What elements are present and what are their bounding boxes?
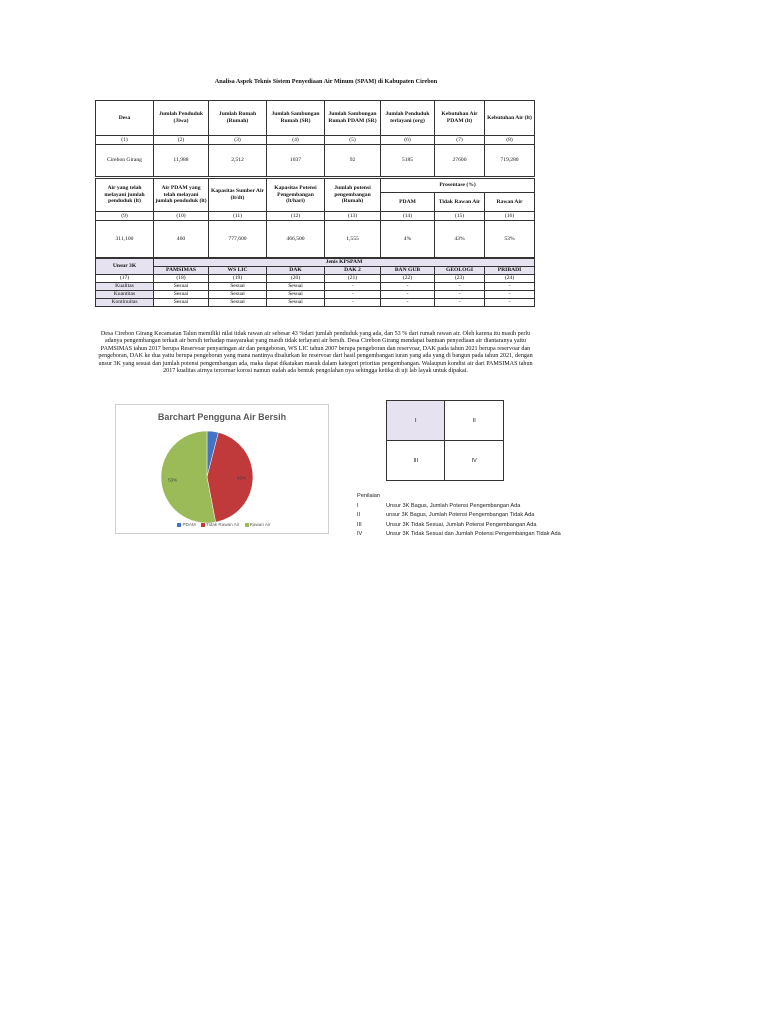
data-cell: -: [435, 290, 485, 298]
data-cell: 719,280: [485, 145, 535, 177]
column-number: (23): [435, 274, 485, 282]
data-cell: 460: [154, 221, 209, 258]
legend-label: Rawan Air: [249, 522, 271, 527]
assessment-code: III: [357, 521, 362, 528]
header-cell: PDAM: [381, 193, 435, 212]
header-cell: Tidak Rawan Air: [435, 193, 485, 212]
data-cell: 1037: [267, 145, 325, 177]
data-cell: 92: [325, 145, 381, 177]
header-cell: Rawan Air: [485, 193, 535, 212]
data-cell: 43%: [435, 221, 485, 258]
header-cell: BAN GUB: [381, 266, 435, 274]
row-label: Kualitas: [96, 282, 154, 290]
water-users-chart: [115, 404, 329, 534]
column-number: (7): [435, 136, 485, 145]
column-number: (3): [209, 136, 267, 145]
table-row: [96, 290, 535, 298]
header-cell: DAK 2: [325, 266, 381, 274]
water-capacity-table: [95, 178, 535, 258]
assessment-text: unsur 3K Bagus, Jumlah Potensi Pengembangan Tidak Ada: [386, 512, 535, 519]
data-cell: -: [435, 298, 485, 306]
data-cell: Sesuai: [154, 282, 209, 290]
table-row: [96, 282, 535, 290]
percentage-group-header: Prosentase (%): [381, 179, 535, 193]
assessment-item: [357, 521, 561, 531]
pie-data-label: 43%: [236, 475, 246, 481]
column-number: (14): [381, 212, 435, 221]
data-cell: 11,988: [154, 145, 209, 177]
assessment-code: IV: [357, 531, 363, 538]
header-cell: Kebutuhan Air (lt): [485, 101, 535, 136]
legend-swatch-rawan-air: [245, 523, 249, 527]
header-cell: Kapasitas Potensi Pengembangan (lt/hari): [267, 179, 325, 212]
header-cell: Jumlah Rumah (Rumah): [209, 101, 267, 136]
header-cell: Jumlah Sambungan Rumah (SR): [267, 101, 325, 136]
header-cell: Jumlah potensi pengembangan (Rumah): [325, 179, 381, 212]
assessment-legend: [357, 492, 561, 540]
data-cell: -: [485, 290, 535, 298]
priority-quadrant: [386, 400, 504, 481]
header-cell: DAK: [267, 266, 325, 274]
header-cell: Jumlah Sambungan Rumah PDAM (SR): [325, 101, 381, 136]
header-cell: Air yang telah melayani jumlah penduduk (lt): [96, 179, 154, 212]
assessment-item: [357, 530, 561, 540]
column-number: (21): [325, 274, 381, 282]
data-cell: Sesuai: [209, 298, 267, 306]
assessment-code: I: [357, 502, 359, 509]
data-cell: Sesuai: [154, 290, 209, 298]
data-cell: -: [381, 282, 435, 290]
data-cell: Sesuai: [209, 282, 267, 290]
kpspam-group-header: Jenis KPSPAM: [154, 259, 535, 267]
header-cell: WS LIC: [209, 266, 267, 274]
assessment-title: Penilaian: [357, 493, 381, 499]
pie-data-label: 53%: [168, 477, 178, 483]
data-cell: 53%: [485, 221, 535, 258]
village-data-table: [95, 100, 535, 177]
column-number: (15): [435, 212, 485, 221]
column-number: (17): [96, 274, 154, 282]
document-title: Analisa Aspek Teknis Sistem Penyediaan Air Minum (SPAM) di Kabupaten Cirebon: [214, 78, 438, 85]
column-number: (2): [154, 136, 209, 145]
legend-label: Tidak Rawan Air: [206, 522, 240, 527]
column-number: (10): [154, 212, 209, 221]
column-number: (4): [267, 136, 325, 145]
chart-legend: [116, 522, 328, 527]
header-cell: Kapasitas Sumber Air (lt/dt): [209, 179, 267, 212]
data-cell: 5185: [381, 145, 435, 177]
header-cell: GEOLOGI: [435, 266, 485, 274]
data-cell: 777,600: [209, 221, 267, 258]
header-cell: Jumlah Penduduk terlayani (org): [381, 101, 435, 136]
data-cell: Cirebon Girang: [96, 145, 154, 177]
column-number: (22): [381, 274, 435, 282]
assessment-item: [357, 502, 561, 512]
data-cell: Sesuai: [209, 290, 267, 298]
assessment-code: II: [357, 512, 361, 519]
data-cell: -: [435, 282, 485, 290]
assessment-text: Unsur 3K Bagus, Jumlah Potensi Pengembangan Ada: [386, 502, 521, 509]
data-cell: Sesuai: [267, 282, 325, 290]
kpspam-table: [95, 258, 535, 307]
data-cell: -: [325, 290, 381, 298]
column-number: (16): [485, 212, 535, 221]
legend-label: PDAM: [182, 522, 196, 527]
data-cell: Sesuai: [154, 298, 209, 306]
data-cell: -: [381, 290, 435, 298]
data-cell: -: [485, 298, 535, 306]
assessment-text: Unsur 3K Tidak Sesuai, Jumlah Potensi Pengembangan Ada: [386, 521, 537, 528]
data-cell: Sesuai: [267, 298, 325, 306]
column-number: (24): [485, 274, 535, 282]
data-cell: -: [325, 282, 381, 290]
column-number: (13): [325, 212, 381, 221]
header-cell: Jumlah Penduduk (Jiwa): [154, 101, 209, 136]
header-cell: Desa: [96, 101, 154, 136]
chart-title: Barchart Pengguna Air Bersih: [157, 412, 287, 422]
column-number: (11): [209, 212, 267, 221]
data-cell: 2,512: [209, 145, 267, 177]
quadrant-cell-4: IV: [445, 441, 504, 481]
legend-swatch-pdam: [177, 523, 181, 527]
column-number: (1): [96, 136, 154, 145]
table-row: [96, 298, 535, 306]
assessment-item: [357, 511, 561, 521]
quadrant-cell-1: I: [387, 401, 445, 441]
column-number: (19): [209, 274, 267, 282]
data-cell: -: [381, 298, 435, 306]
row-label: Kontinuitas: [96, 298, 154, 306]
data-cell: 27600: [435, 145, 485, 177]
data-cell: 466,500: [267, 221, 325, 258]
analysis-paragraph: Desa Cirebon Girang Kecamatan Talun memiliki nilai tidak rawan air sebesar 43 %dari jumlah penduduk yang ada, dan 53 % dari rumah rawan air. Oleh karena itu masih perlu adanya pengembangan terkait air bersih terhadap masyarakat yang masih tidak terlayani air bersih. Desa Cirebon Girang mendapat bantuan penyediaan air diantaranya yaitu PAMSIMAS tahun 2017 berupa Reservoar penyaringan air dan pengeboran, WS LIC tahun 2007 berupa pengeboran dan reservoar, DAK pada tahun 2021 berupa reservoar dan pengeboran, DAK ke dua yaitu berupa pengeboran yang mana nantinya disalurkan ke reservoar dari hasil pengembangan iuran yang ada yang di bangun pada tahun 2021, dengan unsur 3K yang sesuai dan jumlah potensi pengembangan ada, maka dapat dikatakan masuk dalam kategori prioritas pengembangan. Walaupun kondisi air dari PAMSIMAS tahun 2017 kualitas airnya tercemar korosi namun sudah ada bentuk pengolahan nya sehingga ketika di uji lab layak untuk dipakai.: [98, 331, 533, 375]
quadrant-cell-2: II: [445, 401, 504, 441]
data-cell: 1,555: [325, 221, 381, 258]
header-cell: PRIBADI: [485, 266, 535, 274]
column-number: (9): [96, 212, 154, 221]
assessment-text: Unsur 3K Tidak Sesuai dan Jumlah Potensi Pengembangan Tidak Ada: [386, 531, 561, 538]
header-cell: Kebutuhan Air PDAM (lt): [435, 101, 485, 136]
data-cell: Sesuai: [267, 290, 325, 298]
row-label: Kuantitas: [96, 290, 154, 298]
column-number: (12): [267, 212, 325, 221]
data-cell: -: [325, 298, 381, 306]
column-number: (18): [154, 274, 209, 282]
row-header-cell: Unsur 3K: [96, 259, 154, 275]
quadrant-cell-3: III: [387, 441, 445, 481]
column-number: (20): [267, 274, 325, 282]
header-cell: Air PDAM yang telah melayani jumlah penduduk (lt): [154, 179, 209, 212]
column-number: (6): [381, 136, 435, 145]
data-cell: 311,100: [96, 221, 154, 258]
column-number: (5): [325, 136, 381, 145]
data-cell: -: [485, 282, 535, 290]
pie-chart-svg: [116, 405, 328, 533]
column-number: (8): [485, 136, 535, 145]
header-cell: PAMSIMAS: [154, 266, 209, 274]
data-cell: 4%: [381, 221, 435, 258]
legend-swatch-tidak-rawan-air: [201, 523, 205, 527]
